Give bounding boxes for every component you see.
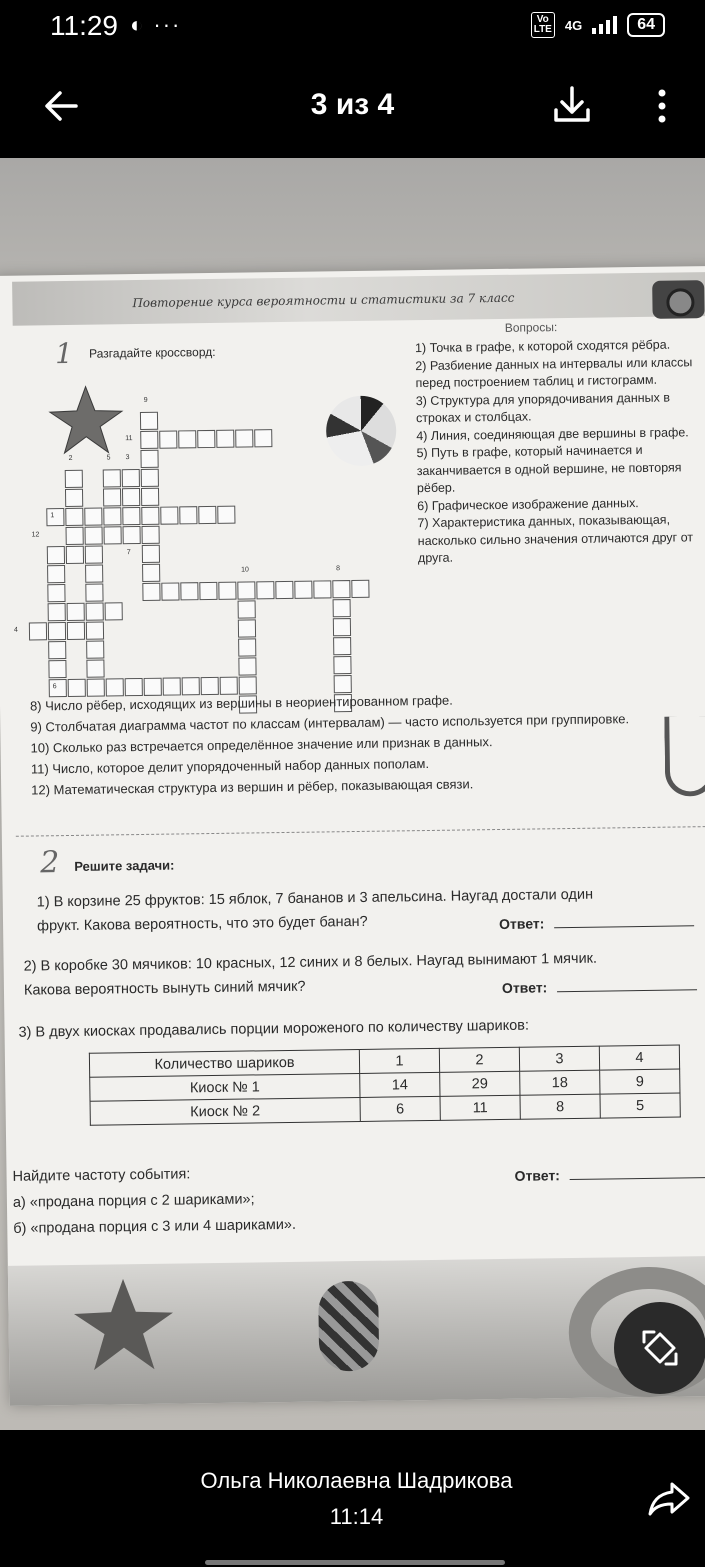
banner-title: Повторение курса вероятности и статистики за 7 класс <box>132 290 515 311</box>
answer-line <box>554 912 694 928</box>
crossword-cell <box>180 582 198 600</box>
table-cell: 3 <box>519 1046 599 1071</box>
more-vert-icon <box>642 84 682 128</box>
crossword-cell <box>47 565 65 583</box>
problem2-line1: 2) В коробке 30 мячиков: 10 красных, 12 синих и 8 белых. Наугад вынимают 1 мячик. <box>23 950 598 975</box>
crossword-cell <box>197 430 215 448</box>
crossword-cell <box>141 469 159 487</box>
crossword-cell <box>142 564 160 582</box>
worksheet-page <box>0 265 705 1406</box>
crossword-cell <box>47 546 65 564</box>
problem2-line2: Какова вероятность вынуть синий мячик? <box>23 978 306 999</box>
share-icon <box>646 1478 692 1518</box>
crossword-cell <box>238 600 256 618</box>
clue-number: 10 <box>241 566 249 574</box>
sender-name: Ольга Николаевна Шадрикова <box>200 1468 513 1493</box>
crossword-cell <box>29 622 47 640</box>
find-frequency-block <box>12 1160 296 1242</box>
crossword-cell <box>85 584 103 602</box>
crossword-cell <box>238 619 256 637</box>
clue-number: 12 <box>31 531 40 539</box>
battery-icon: 64 <box>627 13 665 37</box>
problem3-text: 3) В двух киосках продавались порции мороженого по количеству шариков: <box>18 1017 530 1041</box>
download-button[interactable] <box>548 82 596 130</box>
crossword-cell <box>178 430 196 448</box>
table-cell: 5 <box>600 1093 680 1118</box>
crossword-cell <box>86 659 104 677</box>
crossword-cell <box>333 637 351 655</box>
question-item: 9) Столбчатая диаграмма частот по классам (интервалам) — часто используется при группировке. <box>30 711 630 735</box>
crossword-cell <box>48 622 66 640</box>
crossword-cell <box>85 546 103 564</box>
crossword-cell <box>67 622 85 640</box>
crossword-cell <box>159 430 177 448</box>
crossword-cell <box>67 603 85 621</box>
question-item: 3) Структура для упорядочивания данных в строках и столбцах. <box>415 390 671 426</box>
signal-icon <box>592 16 617 34</box>
crossword-cell <box>199 582 217 600</box>
crossword-cell <box>198 506 216 524</box>
table-cell: 11 <box>440 1095 520 1120</box>
crossword-cell <box>256 581 274 599</box>
question-item: 5) Путь в графе, который начинается и заканчивается в одной вершине, не повторяя рёбер. <box>416 442 682 496</box>
crossword-cell <box>333 656 351 674</box>
notification-icons: ◐ ··· <box>130 12 182 37</box>
sent-time: 11:14 <box>329 1504 384 1529</box>
crossword-cell <box>104 526 122 544</box>
lens-button[interactable] <box>614 1302 705 1394</box>
questions-heading: Вопросы: <box>504 320 558 335</box>
crossword-cell <box>238 638 256 656</box>
crossword-cell <box>142 545 160 563</box>
crossword-cell <box>216 430 234 448</box>
find-title: Найдите частоту события: <box>12 1166 191 1185</box>
crossword-cell <box>86 603 104 621</box>
crossword-cell <box>66 527 84 545</box>
section1-number: 1 <box>54 336 74 371</box>
crossword-cell <box>84 508 102 526</box>
clue-number: 6 <box>52 683 57 691</box>
clue-number: 5 <box>106 454 111 462</box>
answer2 <box>502 976 698 996</box>
crossword-cell <box>140 450 158 468</box>
crossword-cell <box>161 582 179 600</box>
question-item: 11) Число, которое делит упорядоченный набор данных пополам. <box>30 755 430 777</box>
find-item-b: б) «продана порция с 3 или 4 шариками». <box>13 1216 297 1237</box>
problem1-line1: 1) В корзине 25 фруктов: 15 яблок, 7 бананов и 3 апельсина. Наугад достали один <box>36 886 594 911</box>
more-questions-list <box>30 686 705 801</box>
answer-line <box>570 1164 705 1180</box>
camera-illustration <box>652 280 705 319</box>
crossword-cell <box>48 603 66 621</box>
crossword-grid <box>13 371 341 691</box>
questions-list <box>415 336 705 568</box>
snorkel-illustration <box>664 716 705 797</box>
crossword-cell <box>65 470 83 488</box>
crossword-cell <box>65 508 83 526</box>
question-item: 12) Математическая структура из вершин и рёбер, показывающая связи. <box>31 776 474 798</box>
answer3 <box>514 1164 705 1184</box>
page-title: 3 из 4 <box>310 88 395 121</box>
kiosk-table <box>89 1044 681 1125</box>
lens-icon <box>614 1302 705 1394</box>
crossword-cell <box>46 508 64 526</box>
crossword-cell <box>313 580 331 598</box>
crossword-cell <box>254 429 272 447</box>
table-cell: 6 <box>360 1096 440 1121</box>
crossword-cell <box>217 506 235 524</box>
volte-icon <box>531 12 555 38</box>
crossword-cell <box>141 507 159 525</box>
answer-label: Ответ: <box>498 915 545 933</box>
answer-label: Ответ: <box>501 979 548 996</box>
table-cell: 9 <box>600 1069 680 1094</box>
forward-button[interactable] <box>646 1478 692 1518</box>
crossword-cell <box>122 469 140 487</box>
question-item: 10) Сколько раз встречается определённое значение или признак в данных. <box>30 734 493 756</box>
crossword-cell <box>160 506 178 524</box>
table-cell: Количество шариков <box>89 1049 359 1077</box>
beach-ball-illustration <box>326 395 397 466</box>
crossword-cell <box>351 580 369 598</box>
crossword-cell <box>235 429 253 447</box>
table-cell: 29 <box>440 1071 520 1096</box>
table-cell: 8 <box>520 1094 600 1119</box>
table-cell: 2 <box>439 1047 519 1072</box>
crossword-cell <box>48 641 66 659</box>
clue-number: 8 <box>336 565 341 573</box>
table-cell: 1 <box>359 1048 439 1073</box>
crossword-cell <box>85 527 103 545</box>
crossword-cell <box>103 507 121 525</box>
crossword-cell <box>47 584 65 602</box>
question-item: 6) Графическое изображение данных. <box>417 495 639 513</box>
volte-bottom-text: LTE <box>533 24 552 35</box>
crossword-cell <box>294 581 312 599</box>
table-cell: Киоск № 2 <box>90 1097 360 1125</box>
viewer-app-bar <box>0 52 705 158</box>
status-bar <box>0 0 705 52</box>
clue-number: 11 <box>125 435 133 443</box>
find-item-a: а) «продана порция с 2 шариками»; <box>12 1191 255 1211</box>
question-item: 1) Точка в графе, к которой сходятся рёбра. <box>414 337 671 356</box>
problem1-line2: фрукт. Какова вероятность, что это будет банан? <box>36 913 368 935</box>
crossword-cell <box>85 565 103 583</box>
question-item: 2) Разбиение данных на интервалы или классы перед построением таблиц и гистограмм. <box>415 354 693 391</box>
crossword-cell <box>333 599 351 617</box>
clue-number: 7 <box>126 549 131 557</box>
crossword-cell <box>237 581 255 599</box>
crossword-cell <box>103 469 121 487</box>
photo-viewer[interactable] <box>0 158 705 1430</box>
crossword-cell <box>86 640 104 658</box>
question-item: 8) Число рёбер, исходящих из вершины в неориентированном графе. <box>29 692 453 714</box>
crossword-cell <box>122 507 140 525</box>
status-right-icons <box>531 12 665 38</box>
crossword-cell <box>141 488 159 506</box>
crossword-cell <box>238 657 256 675</box>
section2-title: Решите задачи: <box>74 857 175 874</box>
clue-number: 3 <box>125 454 130 462</box>
table-cell: 4 <box>599 1045 679 1070</box>
clue-number: 1 <box>50 512 55 520</box>
section2-number: 2 <box>39 845 60 881</box>
flipflop-illustration <box>318 1281 379 1372</box>
answer-line <box>557 976 697 992</box>
question-item: 7) Характеристика данных, показывающая, насколько сильно значения отличаются друг от друга. <box>417 512 694 566</box>
crossword-cell <box>179 506 197 524</box>
crossword-cell <box>275 581 293 599</box>
volte-top-text: Vo <box>536 14 549 25</box>
table-cell: 18 <box>520 1070 600 1095</box>
crossword-cell <box>333 618 351 636</box>
crossword-cell <box>103 488 121 506</box>
crossword-cell <box>140 431 158 449</box>
crossword-cell <box>218 582 236 600</box>
network-type: 4G <box>564 17 583 33</box>
more-options-button[interactable] <box>642 84 682 128</box>
starfish-illustration <box>68 1274 179 1376</box>
clue-number: 4 <box>13 626 18 634</box>
answer1 <box>499 912 695 932</box>
crossword-cell <box>332 580 350 598</box>
crossword-cell <box>65 489 83 507</box>
message-info-bar <box>0 1430 705 1567</box>
crossword-cell <box>140 412 158 430</box>
clue-number: 9 <box>143 396 148 404</box>
crossword-cell <box>86 622 104 640</box>
crossword-cell <box>123 526 141 544</box>
answer-label: Ответ: <box>514 1167 561 1184</box>
worksheet-banner <box>12 271 705 325</box>
table-cell: Киоск № 1 <box>90 1073 360 1101</box>
table-cell: 14 <box>360 1072 440 1097</box>
crossword-cell <box>105 602 123 620</box>
crossword-cell <box>122 488 140 506</box>
crossword-cell <box>66 546 84 564</box>
section1-title: Разгадайте кроссворд: <box>88 344 216 361</box>
status-time: 11:29 <box>50 10 118 41</box>
crossword-cell <box>48 660 66 678</box>
crossword-cell <box>142 583 160 601</box>
clue-number: 2 <box>68 454 73 462</box>
crossword-cell <box>142 526 160 544</box>
question-item: 4) Линия, соединяющая две вершины в графе. <box>416 424 689 443</box>
download-icon <box>548 82 596 130</box>
gesture-nav-bar[interactable] <box>205 1560 505 1565</box>
